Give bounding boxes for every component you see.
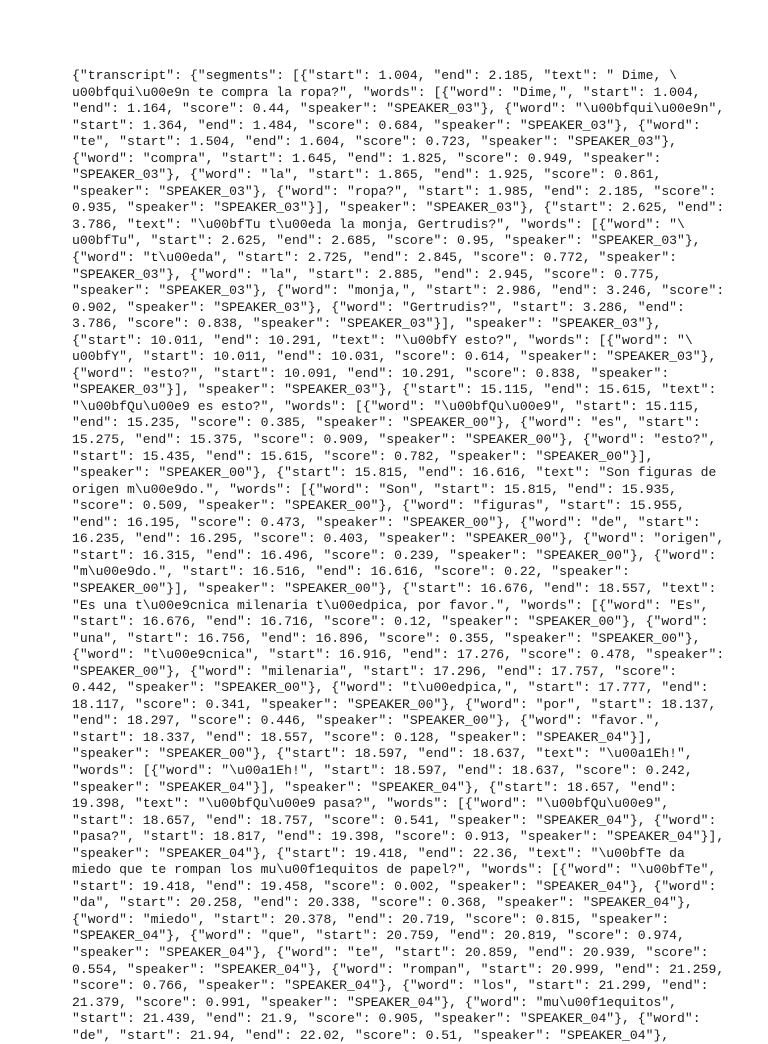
text-line: "SPEAKER_00"}, {"word": "milenaria", "start": 17.296, "end": 17.757, "score":: [72, 663, 678, 679]
text-line: "SPEAKER_04"}, {"word": "que", "start": 20.759, "end": 20.819, "score": 0.974,: [72, 928, 685, 944]
text-line: 0.554, "speaker": "SPEAKER_04"}, {"word": "rompan", "start": 20.999, "end": 21.259,: [72, 961, 725, 977]
text-line: "speaker": "SPEAKER_03"}, {"word": "monja,", "start": 2.986, "end": 3.246, "score":: [72, 283, 725, 299]
text-line: "m\u00e9do.", "start": 16.516, "end": 16.616, "score": 0.22, "speaker":: [72, 564, 630, 580]
text-line: 0.902, "speaker": "SPEAKER_03"}, {"word": "Gertrudis?", "start": 3.286, "end":: [72, 299, 685, 315]
text-line: origen m\u00e9do.", "words": [{"word": "Son", "start": 15.815, "end": 15.935,: [72, 481, 678, 497]
text-line: "end": 16.195, "score": 0.473, "speaker": "SPEAKER_00"}, {"word": "de", "start":: [72, 514, 701, 530]
text-line: "end": 15.235, "score": 0.385, "speaker": "SPEAKER_00"}, {"word": "es", "start":: [72, 415, 701, 431]
text-line: "start": 15.435, "end": 15.615, "score": 0.782, "speaker": "SPEAKER_00"}],: [72, 448, 654, 464]
text-line: "score": 0.509, "speaker": "SPEAKER_00"}, {"word": "figuras", "start": 15.955,: [72, 498, 685, 514]
text-line: 0.442, "speaker": "SPEAKER_00"}, {"word": "t\u00edpica,", "start": 17.777, "end":: [72, 680, 709, 696]
text-line: 0.935, "speaker": "SPEAKER_03"}], "speaker": "SPEAKER_03"}, {"start": 2.625, "end":: [72, 200, 725, 216]
text-line: "speaker": "SPEAKER_03"}, {"word": "ropa?", "start": 1.985, "end": 2.185, "score":: [72, 183, 717, 199]
text-line: "end": 1.164, "score": 0.44, "speaker": "SPEAKER_03"}, {"word": "\u00bfqui\u00e9n",: [72, 101, 725, 117]
transcript-text: [72, 68, 725, 1044]
text-line: "start": 1.364, "end": 1.484, "score": 0.684, "speaker": "SPEAKER_03"}, {"word":: [72, 117, 701, 133]
text-line: {"word": "t\u00e9cnica", "start": 16.916, "end": 17.276, "score": 0.478, "speaker":: [72, 647, 725, 663]
text-line: "speaker": "SPEAKER_04"}, {"start": 19.418, "end": 22.36, "text": "\u00bfTe da: [72, 845, 685, 861]
text-line: "end": 18.297, "score": 0.446, "speaker": "SPEAKER_00"}, {"word": "favor.",: [72, 713, 662, 729]
text-line: u00bfY", "start": 10.011, "end": 10.031, "score": 0.614, "speaker": "SPEAKER_03"},: [72, 349, 717, 365]
text-line: "da", "start": 20.258, "end": 20.338, "score": 0.368, "speaker": "SPEAKER_04"},: [72, 895, 693, 911]
text-line: {"word": "miedo", "start": 20.378, "end": 20.719, "score": 0.815, "speaker":: [72, 911, 670, 927]
text-line: "score": 0.766, "speaker": "SPEAKER_04"}, {"word": "los", "start": 21.299, "end":: [72, 978, 709, 994]
text-line: "start": 21.439, "end": 21.9, "score": 0.905, "speaker": "SPEAKER_04"}, {"word":: [72, 1011, 701, 1027]
text-line: 3.786, "score": 0.838, "speaker": "SPEAKER_03"}], "speaker": "SPEAKER_03"},: [72, 316, 662, 332]
text-line: "speaker": "SPEAKER_00"}, {"start": 15.815, "end": 16.616, "text": "Son figuras de: [72, 465, 717, 481]
text-line: "te", "start": 1.504, "end": 1.604, "score": 0.723, "speaker": "SPEAKER_03"},: [72, 134, 678, 150]
text-line: "start": 16.676, "end": 16.716, "score": 0.12, "speaker": "SPEAKER_00"}, {"word":: [72, 614, 709, 630]
text-line: "pasa?", "start": 18.817, "end": 19.398, "score": 0.913, "speaker": "SPEAKER_04"}],: [72, 829, 725, 845]
text-line: "speaker": "SPEAKER_00"}, {"start": 18.597, "end": 18.637, "text": "\u00a1Eh!",: [72, 746, 693, 762]
text-line: "start": 16.315, "end": 16.496, "score": 0.239, "speaker": "SPEAKER_00"}, {"word":: [72, 547, 717, 563]
text-line: "\u00bfQu\u00e9 es esto?", "words": [{"word": "\u00bfQu\u00e9", "start": 15.115,: [72, 398, 701, 414]
text-line: "SPEAKER_03"}, {"word": "la", "start": 2.885, "end": 2.945, "score": 0.775,: [72, 266, 662, 282]
text-line: u00bfqui\u00e9n te compra la ropa?", "words": [{"word": "Dime,", "start": 1.004,: [72, 84, 701, 100]
text-line: {"word": "compra", "start": 1.645, "end": 1.825, "score": 0.949, "speaker":: [72, 150, 662, 166]
text-line: 15.275, "end": 15.375, "score": 0.909, "speaker": "SPEAKER_00"}, {"word": "esto?",: [72, 432, 717, 448]
text-line: "speaker": "SPEAKER_04"}, {"word": "te", "start": 20.859, "end": 20.939, "score":: [72, 944, 709, 960]
text-line: {"transcript": {"segments": [{"start": 1.004, "end": 2.185, "text": " Dime, \: [72, 68, 678, 83]
text-line: "SPEAKER_00"}], "speaker": "SPEAKER_00"}, {"start": 16.676, "end": 18.557, "text":: [72, 580, 717, 596]
text-line: {"word": "esto?", "start": 10.091, "end": 10.291, "score": 0.838, "speaker":: [72, 365, 670, 381]
text-line: 18.117, "score": 0.341, "speaker": "SPEAKER_00"}, {"word": "por", "start": 18.137,: [72, 696, 717, 712]
text-line: "Es una t\u00e9cnica milenaria t\u00edpica, por favor.", "words": [{"word": "Es",: [72, 597, 709, 613]
text-line: "start": 18.337, "end": 18.557, "score": 0.128, "speaker": "SPEAKER_04"}],: [72, 729, 654, 745]
text-line: "una", "start": 16.756, "end": 16.896, "score": 0.355, "speaker": "SPEAKER_00"},: [72, 630, 701, 646]
text-line: miedo que te rompan los mu\u00f1equitos de papel?", "words": [{"word": "\u00bfTe",: [72, 862, 717, 878]
text-line: 16.235, "end": 16.295, "score": 0.403, "speaker": "SPEAKER_00"}, {"word": "origen",: [72, 531, 725, 547]
document-page: [72, 68, 725, 1044]
text-line: "speaker": "SPEAKER_04"}], "speaker": "SPEAKER_04"}, {"start": 18.657, "end":: [72, 779, 678, 795]
text-line: u00bfTu", "start": 2.625, "end": 2.685, "score": 0.95, "speaker": "SPEAKER_03"},: [72, 233, 701, 249]
text-line: {"start": 10.011, "end": 10.291, "text": "\u00bfY esto?", "words": [{"word": "\: [72, 332, 693, 348]
text-line: {"word": "t\u00eda", "start": 2.725, "end": 2.845, "score": 0.772, "speaker":: [72, 250, 678, 266]
text-line: "start": 19.418, "end": 19.458, "score": 0.002, "speaker": "SPEAKER_04"}, {"word":: [72, 878, 717, 894]
text-line: "start": 18.657, "end": 18.757, "score": 0.541, "speaker": "SPEAKER_04"}, {"word":: [72, 812, 717, 828]
text-line: "SPEAKER_03"}], "speaker": "SPEAKER_03"}, {"start": 15.115, "end": 15.615, "text":: [72, 382, 717, 398]
text-line: 3.786, "text": "\u00bfTu t\u00eda la monja, Gertrudis?", "words": [{"word": "\: [72, 216, 685, 232]
text-line: "de", "start": 21.94, "end": 22.02, "score": 0.51, "speaker": "SPEAKER_04"},: [72, 1027, 670, 1043]
text-line: 21.379, "score": 0.991, "speaker": "SPEAKER_04"}, {"word": "mu\u00f1equitos",: [72, 994, 678, 1010]
text-line: 19.398, "text": "\u00bfQu\u00e9 pasa?", "words": [{"word": "\u00bfQu\u00e9",: [72, 796, 670, 812]
text-line: "words": [{"word": "\u00a1Eh!", "start": 18.597, "end": 18.637, "score": 0.242,: [72, 762, 693, 778]
text-line: "SPEAKER_03"}, {"word": "la", "start": 1.865, "end": 1.925, "score": 0.861,: [72, 167, 662, 183]
